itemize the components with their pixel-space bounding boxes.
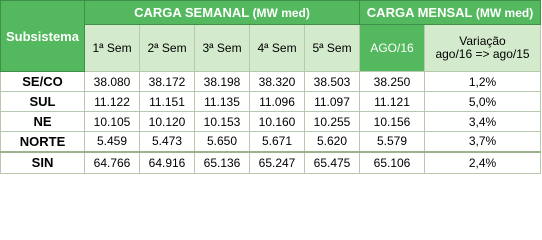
total-label: SIN <box>1 152 85 174</box>
week-4-header: 4ª Sem <box>250 25 305 72</box>
table-cell: 10.255 <box>305 112 360 132</box>
total-cell: 64.766 <box>85 152 140 174</box>
total-cell: 65.136 <box>195 152 250 174</box>
variation-header <box>425 25 541 72</box>
month-cell: 5.579 <box>360 132 425 152</box>
table-cell: 10.153 <box>195 112 250 132</box>
group-header-row <box>1 1 541 25</box>
total-cell: 64.916 <box>140 152 195 174</box>
row-label: NORTE <box>1 132 85 152</box>
variation-cell: 5,0% <box>425 92 541 112</box>
total-cell: 65.247 <box>250 152 305 174</box>
table-row <box>1 112 541 132</box>
table-cell: 38.503 <box>305 72 360 92</box>
month-cell: 11.121 <box>360 92 425 112</box>
subsistema-header: Subsistema <box>1 1 85 72</box>
table-cell: 5.671 <box>250 132 305 152</box>
table-cell: 38.080 <box>85 72 140 92</box>
table-row <box>1 92 541 112</box>
row-label: NE <box>1 112 85 132</box>
table-cell: 10.105 <box>85 112 140 132</box>
total-row <box>1 152 541 174</box>
month-cell: 10.156 <box>360 112 425 132</box>
variation-cell: 1,2% <box>425 72 541 92</box>
table-cell: 11.096 <box>250 92 305 112</box>
table-cell: 11.151 <box>140 92 195 112</box>
table-cell: 10.120 <box>140 112 195 132</box>
table-cell: 5.473 <box>140 132 195 152</box>
table-cell: 5.459 <box>85 132 140 152</box>
table-cell: 5.650 <box>195 132 250 152</box>
variation-header-line1: Variação <box>459 34 506 49</box>
table-cell: 11.122 <box>85 92 140 112</box>
total-variation-cell: 2,4% <box>425 152 541 174</box>
table-cell: 38.172 <box>140 72 195 92</box>
variation-cell: 3,4% <box>425 112 541 132</box>
table-row <box>1 72 541 92</box>
total-cell: 65.475 <box>305 152 360 174</box>
table-cell: 11.135 <box>195 92 250 112</box>
carga-mensal-unit: (MW med) <box>475 6 534 21</box>
carga-semanal-title: CARGA SEMANAL <box>134 5 249 21</box>
carga-mensal-header <box>360 1 541 25</box>
carga-mensal-title: CARGA MENSAL <box>366 5 473 21</box>
week-2-header: 2ª Sem <box>140 25 195 72</box>
carga-semanal-header <box>85 1 360 25</box>
week-1-header: 1ª Sem <box>85 25 140 72</box>
variation-header-line2: ago/16 => ago/15 <box>435 47 530 62</box>
table-row <box>1 132 541 152</box>
row-label: SE/CO <box>1 72 85 92</box>
week-5-header: 5ª Sem <box>305 25 360 72</box>
variation-cell: 3,7% <box>425 132 541 152</box>
month-cell: 38.250 <box>360 72 425 92</box>
month-header: AGO/16 <box>360 25 425 72</box>
table-cell: 38.198 <box>195 72 250 92</box>
row-label: SUL <box>1 92 85 112</box>
table-cell: 11.097 <box>305 92 360 112</box>
table-cell: 5.620 <box>305 132 360 152</box>
table-cell: 10.160 <box>250 112 305 132</box>
table-cell: 38.320 <box>250 72 305 92</box>
week-3-header: 3ª Sem <box>195 25 250 72</box>
total-month-cell: 65.106 <box>360 152 425 174</box>
carga-semanal-unit: (MW med) <box>252 6 310 21</box>
